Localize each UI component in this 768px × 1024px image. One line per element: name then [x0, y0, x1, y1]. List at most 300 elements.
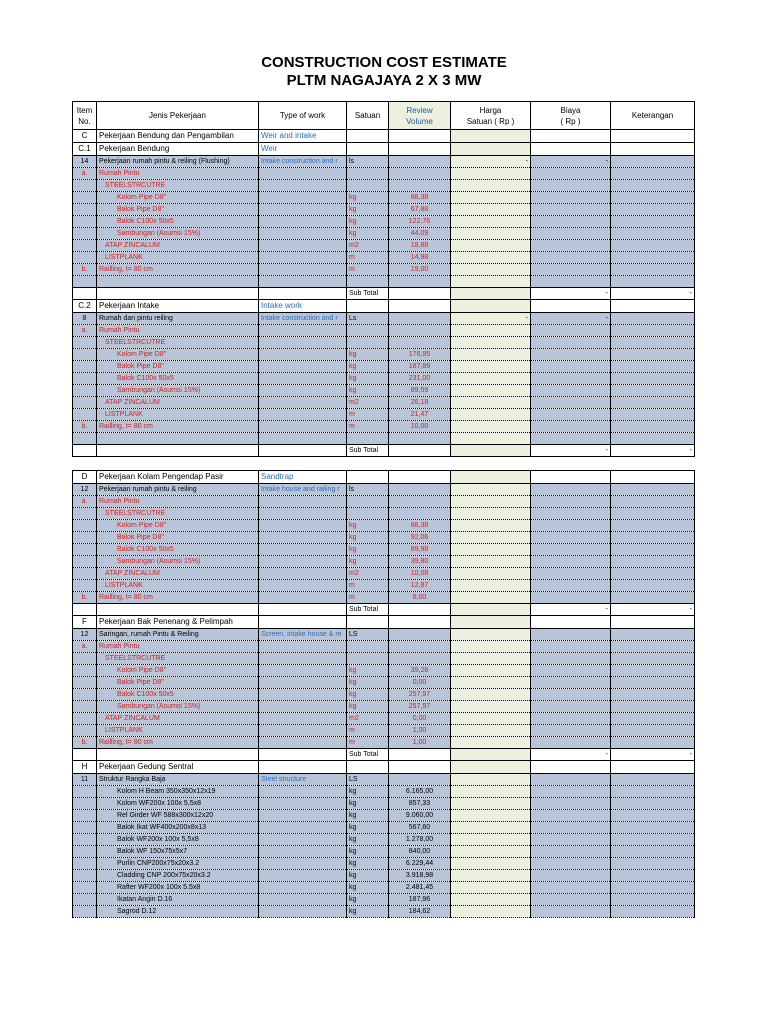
- cell-review-volume: 18,88: [389, 240, 451, 252]
- cell-keterangan: [611, 774, 695, 786]
- cell-jenis-pekerjaan: Sambungan (Asumsi 15%): [97, 385, 259, 397]
- cell-type-of-work: [259, 532, 347, 544]
- cell-type-of-work: [259, 870, 347, 882]
- cell-item-no: a.: [73, 325, 97, 337]
- table-row: [73, 204, 695, 216]
- cell-item-no: [73, 870, 97, 882]
- cell-jenis-pekerjaan: [97, 445, 259, 457]
- cell-type-of-work: [259, 276, 347, 288]
- table-row: [73, 689, 695, 701]
- cell-harga-satuan: [451, 276, 531, 288]
- cell-keterangan: [611, 373, 695, 385]
- table-row: [73, 556, 695, 568]
- cell-type-of-work: Weir and intake: [259, 130, 347, 143]
- cell-jenis-pekerjaan: Pekerjaan Bendung: [97, 143, 259, 156]
- table-row: [73, 252, 695, 264]
- cell-type-of-work: [259, 737, 347, 749]
- cell-jenis-pekerjaan: ATAP ZINCALUM: [97, 397, 259, 409]
- cell-item-no: [73, 397, 97, 409]
- cell-jenis-pekerjaan: Railling, t= 80 cm: [97, 737, 259, 749]
- table-row: [73, 409, 695, 421]
- cell-item-no: [73, 276, 97, 288]
- cell-review-volume: 857,33: [389, 798, 451, 810]
- table-row: [73, 629, 695, 641]
- cell-harga-satuan: [451, 325, 531, 337]
- cell-keterangan: [611, 228, 695, 240]
- cell-jenis-pekerjaan: Saringan, rumah Pintu & Reiling: [97, 629, 259, 641]
- cell-type-of-work: [259, 508, 347, 520]
- cell-item-no: [73, 532, 97, 544]
- cell-satuan: m: [347, 592, 389, 604]
- cell-jenis-pekerjaan: Balok Ikat WF400x200x8x13: [97, 822, 259, 834]
- cell-keterangan: [611, 641, 695, 653]
- cell-review-volume: 187,89: [389, 361, 451, 373]
- cell-keterangan: [611, 300, 695, 313]
- cell-satuan: [347, 276, 389, 288]
- cell-satuan: kg: [347, 689, 389, 701]
- cell-review-volume: [389, 629, 451, 641]
- cell-biaya: [531, 592, 611, 604]
- table-row: [73, 325, 695, 337]
- cell-satuan: kg: [347, 894, 389, 906]
- cell-jenis-pekerjaan: Rumah Pintu: [97, 325, 259, 337]
- cell-biaya: [531, 641, 611, 653]
- cell-jenis-pekerjaan: [97, 433, 259, 445]
- cell-keterangan: [611, 421, 695, 433]
- table-row: [73, 349, 695, 361]
- cell-biaya: -: [531, 604, 611, 616]
- cell-keterangan: [611, 433, 695, 445]
- cell-item-no: 8: [73, 313, 97, 325]
- cell-satuan: Sub Total: [347, 749, 389, 761]
- cell-keterangan: -: [611, 749, 695, 761]
- cell-satuan: [347, 653, 389, 665]
- cell-type-of-work: [259, 701, 347, 713]
- cell-harga-satuan: [451, 798, 531, 810]
- cell-review-volume: 10,00: [389, 421, 451, 433]
- cell-jenis-pekerjaan: STEELSTRCUTRE: [97, 508, 259, 520]
- cell-jenis-pekerjaan: Pekerjaan rumah pintu & reiling (Flushing): [97, 156, 259, 168]
- cell-harga-satuan: [451, 397, 531, 409]
- cell-harga-satuan: [451, 288, 531, 300]
- cell-satuan: m: [347, 264, 389, 276]
- table-row: [73, 774, 695, 786]
- cell-review-volume: 231,00: [389, 373, 451, 385]
- cell-type-of-work: Intake work: [259, 300, 347, 313]
- cell-harga-satuan: [451, 701, 531, 713]
- cell-keterangan: [611, 616, 695, 629]
- cell-item-no: [73, 786, 97, 798]
- cell-biaya: [531, 713, 611, 725]
- table-row: [73, 737, 695, 749]
- table-row: [73, 496, 695, 508]
- cell-item-no: b.: [73, 421, 97, 433]
- cell-biaya: [531, 397, 611, 409]
- cell-biaya: [531, 810, 611, 822]
- cell-harga-satuan: [451, 882, 531, 894]
- cell-type-of-work: Intake construction and r: [259, 313, 347, 325]
- cell-satuan: [347, 337, 389, 349]
- cell-keterangan: [611, 810, 695, 822]
- cell-item-no: 12: [73, 629, 97, 641]
- cell-keterangan: [611, 870, 695, 882]
- cell-item-no: C.1: [73, 143, 97, 156]
- table-row: [73, 858, 695, 870]
- cell-satuan: m2: [347, 240, 389, 252]
- cell-satuan: kg: [347, 677, 389, 689]
- cell-biaya: [531, 337, 611, 349]
- cell-jenis-pekerjaan: ATAP ZINCALUM: [97, 568, 259, 580]
- cell-harga-satuan: [451, 870, 531, 882]
- cell-item-no: [73, 604, 97, 616]
- cell-satuan: Sub Total: [347, 445, 389, 457]
- cell-review-volume: 122,76: [389, 216, 451, 228]
- cell-review-volume: 567,60: [389, 822, 451, 834]
- cell-jenis-pekerjaan: Pekerjaan Bendung dan Pengambilan: [97, 130, 259, 143]
- cell-review-volume: [389, 484, 451, 496]
- cell-harga-satuan: [451, 300, 531, 313]
- cell-jenis-pekerjaan: Balok C100x 50x5: [97, 216, 259, 228]
- cell-review-volume: [389, 143, 451, 156]
- cell-type-of-work: [259, 385, 347, 397]
- cell-type-of-work: [259, 665, 347, 677]
- cell-harga-satuan: [451, 471, 531, 484]
- cell-harga-satuan: [451, 532, 531, 544]
- cell-harga-satuan: [451, 252, 531, 264]
- cell-review-volume: 8,00: [389, 592, 451, 604]
- table-row: [73, 168, 695, 180]
- cell-harga-satuan: [451, 846, 531, 858]
- cell-jenis-pekerjaan: Balok C100x 50x5: [97, 373, 259, 385]
- cell-type-of-work: [259, 325, 347, 337]
- cell-biaya: [531, 192, 611, 204]
- cell-review-volume: 0,00: [389, 713, 451, 725]
- table-row: [73, 520, 695, 532]
- cell-keterangan: [611, 761, 695, 774]
- cell-harga-satuan: [451, 653, 531, 665]
- cell-harga-satuan: [451, 749, 531, 761]
- cell-item-no: b.: [73, 264, 97, 276]
- cell-jenis-pekerjaan: Sambungan (Asumsi 15%): [97, 556, 259, 568]
- cell-keterangan: [611, 798, 695, 810]
- table-row: [73, 701, 695, 713]
- cell-type-of-work: [259, 568, 347, 580]
- cell-harga-satuan: [451, 445, 531, 457]
- cell-keterangan: [611, 580, 695, 592]
- cell-biaya: [531, 689, 611, 701]
- cell-satuan: ls: [347, 156, 389, 168]
- col-header-review-volume: Review Volume: [389, 102, 451, 130]
- cost-estimate-table: [72, 101, 695, 918]
- cell-type-of-work: [259, 580, 347, 592]
- cell-harga-satuan: [451, 677, 531, 689]
- cell-harga-satuan: [451, 761, 531, 774]
- cell-biaya: [531, 629, 611, 641]
- cell-harga-satuan: [451, 204, 531, 216]
- cell-harga-satuan: [451, 665, 531, 677]
- table-row: [73, 725, 695, 737]
- table-row: [73, 508, 695, 520]
- cell-harga-satuan: [451, 810, 531, 822]
- cell-biaya: [531, 556, 611, 568]
- cell-satuan: kg: [347, 834, 389, 846]
- cell-harga-satuan: [451, 168, 531, 180]
- cell-review-volume: 176,95: [389, 349, 451, 361]
- cell-harga-satuan: [451, 592, 531, 604]
- cell-item-no: [73, 228, 97, 240]
- cell-type-of-work: [259, 361, 347, 373]
- cell-harga-satuan: [451, 520, 531, 532]
- table-row: [73, 822, 695, 834]
- cell-item-no: b.: [73, 737, 97, 749]
- cell-review-volume: [389, 749, 451, 761]
- cell-type-of-work: [259, 180, 347, 192]
- cell-satuan: kg: [347, 192, 389, 204]
- cell-type-of-work: [259, 240, 347, 252]
- cell-jenis-pekerjaan: Pekerjaan Gedung Sentral: [97, 761, 259, 774]
- cell-review-volume: 184,62: [389, 906, 451, 918]
- cell-biaya: [531, 143, 611, 156]
- cell-jenis-pekerjaan: [97, 749, 259, 761]
- cell-review-volume: 257,97: [389, 701, 451, 713]
- cell-review-volume: [389, 325, 451, 337]
- cell-biaya: [531, 349, 611, 361]
- cell-type-of-work: [259, 894, 347, 906]
- cell-item-no: [73, 520, 97, 532]
- cell-item-no: [73, 204, 97, 216]
- cell-jenis-pekerjaan: LISTPLANK: [97, 580, 259, 592]
- table-header: [73, 102, 695, 130]
- table-row: [73, 240, 695, 252]
- cell-jenis-pekerjaan: ATAP ZINCALUM: [97, 240, 259, 252]
- col-header-satuan: Satuan: [347, 102, 389, 130]
- cell-keterangan: [611, 204, 695, 216]
- cell-satuan: [347, 641, 389, 653]
- cell-review-volume: [389, 276, 451, 288]
- cell-harga-satuan: [451, 822, 531, 834]
- cell-keterangan: [611, 520, 695, 532]
- cell-harga-satuan: [451, 409, 531, 421]
- cell-jenis-pekerjaan: Rafter WF200x 100x 5.5x8: [97, 882, 259, 894]
- cell-type-of-work: [259, 858, 347, 870]
- cell-harga-satuan: [451, 906, 531, 918]
- table-row: [73, 870, 695, 882]
- table-row: [73, 532, 695, 544]
- subtotal-row: [73, 445, 695, 457]
- cell-harga-satuan: [451, 737, 531, 749]
- col-header-jenis-pekerjaan: Jenis Pekerjaan: [97, 102, 259, 130]
- cell-biaya: [531, 520, 611, 532]
- cell-biaya: [531, 906, 611, 918]
- cell-keterangan: [611, 568, 695, 580]
- cell-satuan: kg: [347, 810, 389, 822]
- cell-harga-satuan: [451, 774, 531, 786]
- table-gap-row: [73, 457, 695, 471]
- table-row: [73, 544, 695, 556]
- cell-review-volume: 10,08: [389, 568, 451, 580]
- cell-jenis-pekerjaan: Balok C100x 50x5: [97, 544, 259, 556]
- cell-type-of-work: [259, 373, 347, 385]
- cell-keterangan: [611, 532, 695, 544]
- cell-item-no: [73, 906, 97, 918]
- cell-jenis-pekerjaan: Pekerjaan rumah pintu & reiling: [97, 484, 259, 496]
- cell-jenis-pekerjaan: Balok WF 150x75x5x7: [97, 846, 259, 858]
- cell-jenis-pekerjaan: Balok WF200x 100x 5,5x8: [97, 834, 259, 846]
- cell-keterangan: [611, 701, 695, 713]
- cell-satuan: [347, 761, 389, 774]
- cell-item-no: [73, 216, 97, 228]
- table-body: [73, 130, 695, 918]
- cell-item-no: [73, 653, 97, 665]
- cell-biaya: [531, 761, 611, 774]
- cell-harga-satuan: [451, 264, 531, 276]
- cell-biaya: [531, 822, 611, 834]
- cell-keterangan: [611, 156, 695, 168]
- cell-jenis-pekerjaan: Cladding CNP 200x75x20x3.2: [97, 870, 259, 882]
- col-header-biaya: Biaya ( Rp ): [531, 102, 611, 130]
- cell-review-volume: [389, 313, 451, 325]
- cell-item-no: [73, 240, 97, 252]
- cell-type-of-work: [259, 496, 347, 508]
- cell-harga-satuan: [451, 713, 531, 725]
- cell-item-no: [73, 373, 97, 385]
- cell-keterangan: [611, 252, 695, 264]
- cell-type-of-work: [259, 616, 347, 629]
- cell-biaya: [531, 216, 611, 228]
- cell-satuan: kg: [347, 544, 389, 556]
- cell-jenis-pekerjaan: Purlin CNP200x75x20x3.2: [97, 858, 259, 870]
- cell-review-volume: 92,06: [389, 532, 451, 544]
- cell-biaya: [531, 846, 611, 858]
- cell-type-of-work: [259, 749, 347, 761]
- table-row: [73, 713, 695, 725]
- cell-review-volume: 44,09: [389, 228, 451, 240]
- cell-type-of-work: [259, 192, 347, 204]
- cell-review-volume: 6.165,00: [389, 786, 451, 798]
- cell-keterangan: [611, 689, 695, 701]
- cell-review-volume: 67,88: [389, 204, 451, 216]
- cell-harga-satuan: [451, 725, 531, 737]
- cell-item-no: 12: [73, 484, 97, 496]
- cell-satuan: kg: [347, 385, 389, 397]
- cell-type-of-work: [259, 846, 347, 858]
- cell-keterangan: [611, 677, 695, 689]
- cell-biaya: [531, 300, 611, 313]
- cell-keterangan: [611, 192, 695, 204]
- cell-review-volume: 21,47: [389, 409, 451, 421]
- cell-biaya: [531, 204, 611, 216]
- cell-item-no: a.: [73, 168, 97, 180]
- cell-keterangan: [611, 592, 695, 604]
- table-row: [73, 568, 695, 580]
- cell-satuan: kg: [347, 556, 389, 568]
- cell-jenis-pekerjaan: STEELSTRCUTRE: [97, 653, 259, 665]
- cell-review-volume: [389, 471, 451, 484]
- cell-keterangan: [611, 180, 695, 192]
- cell-item-no: [73, 544, 97, 556]
- cell-jenis-pekerjaan: Balok Pipe D8": [97, 204, 259, 216]
- cell-item-no: [73, 882, 97, 894]
- cell-satuan: [347, 143, 389, 156]
- cell-satuan: kg: [347, 216, 389, 228]
- cell-satuan: kg: [347, 361, 389, 373]
- cell-type-of-work: [259, 798, 347, 810]
- cell-jenis-pekerjaan: Kolom Pipe D8": [97, 665, 259, 677]
- section-header-row: [73, 300, 695, 313]
- table-row: [73, 665, 695, 677]
- cell-harga-satuan: [451, 858, 531, 870]
- cell-harga-satuan: [451, 786, 531, 798]
- cell-biaya: [531, 471, 611, 484]
- cell-jenis-pekerjaan: Pekerjaan Bak Penenang & Pelimpah: [97, 616, 259, 629]
- cell-item-no: a.: [73, 641, 97, 653]
- cell-review-volume: [389, 180, 451, 192]
- cell-type-of-work: [259, 228, 347, 240]
- cell-satuan: ls: [347, 484, 389, 496]
- cell-satuan: m: [347, 725, 389, 737]
- cell-satuan: [347, 496, 389, 508]
- cell-review-volume: 257,97: [389, 689, 451, 701]
- cell-item-no: [73, 409, 97, 421]
- cell-review-volume: 39,80: [389, 556, 451, 568]
- cell-item-no: [73, 445, 97, 457]
- cell-harga-satuan: [451, 641, 531, 653]
- cell-type-of-work: [259, 882, 347, 894]
- cell-type-of-work: [259, 592, 347, 604]
- cell-keterangan: [611, 834, 695, 846]
- cell-type-of-work: [259, 544, 347, 556]
- cell-review-volume: [389, 604, 451, 616]
- cell-keterangan: [611, 168, 695, 180]
- cell-satuan: kg: [347, 520, 389, 532]
- table-row: [73, 216, 695, 228]
- cell-satuan: kg: [347, 665, 389, 677]
- cell-item-no: C.2: [73, 300, 97, 313]
- cell-review-volume: [389, 156, 451, 168]
- cell-jenis-pekerjaan: Sagrod D.12: [97, 906, 259, 918]
- cell-review-volume: [389, 641, 451, 653]
- cell-biaya: [531, 484, 611, 496]
- col-header-harga-satuan: Harga Satuan ( Rp ): [451, 102, 531, 130]
- cell-harga-satuan: [451, 556, 531, 568]
- cell-harga-satuan: [451, 484, 531, 496]
- cell-jenis-pekerjaan: [97, 276, 259, 288]
- cell-harga-satuan: [451, 433, 531, 445]
- cell-biaya: [531, 433, 611, 445]
- cell-harga-satuan: [451, 580, 531, 592]
- table-row: [73, 433, 695, 445]
- cell-jenis-pekerjaan: Railling, t= 80 cm: [97, 264, 259, 276]
- cell-review-volume: 88,38: [389, 192, 451, 204]
- section-header-row: [73, 616, 695, 629]
- cell-review-volume: [389, 616, 451, 629]
- cell-satuan: Sub Total: [347, 288, 389, 300]
- cell-review-volume: [389, 130, 451, 143]
- table-row: [73, 592, 695, 604]
- col-header-type-of-work: Type of work: [259, 102, 347, 130]
- table-row: [73, 810, 695, 822]
- cell-biaya: [531, 725, 611, 737]
- cell-review-volume: [389, 337, 451, 349]
- cell-type-of-work: [259, 433, 347, 445]
- cell-type-of-work: [259, 761, 347, 774]
- cell-item-no: [73, 677, 97, 689]
- cell-item-no: [73, 749, 97, 761]
- cell-keterangan: [611, 240, 695, 252]
- cell-biaya: [531, 798, 611, 810]
- cell-satuan: [347, 168, 389, 180]
- cell-review-volume: 9.060,00: [389, 810, 451, 822]
